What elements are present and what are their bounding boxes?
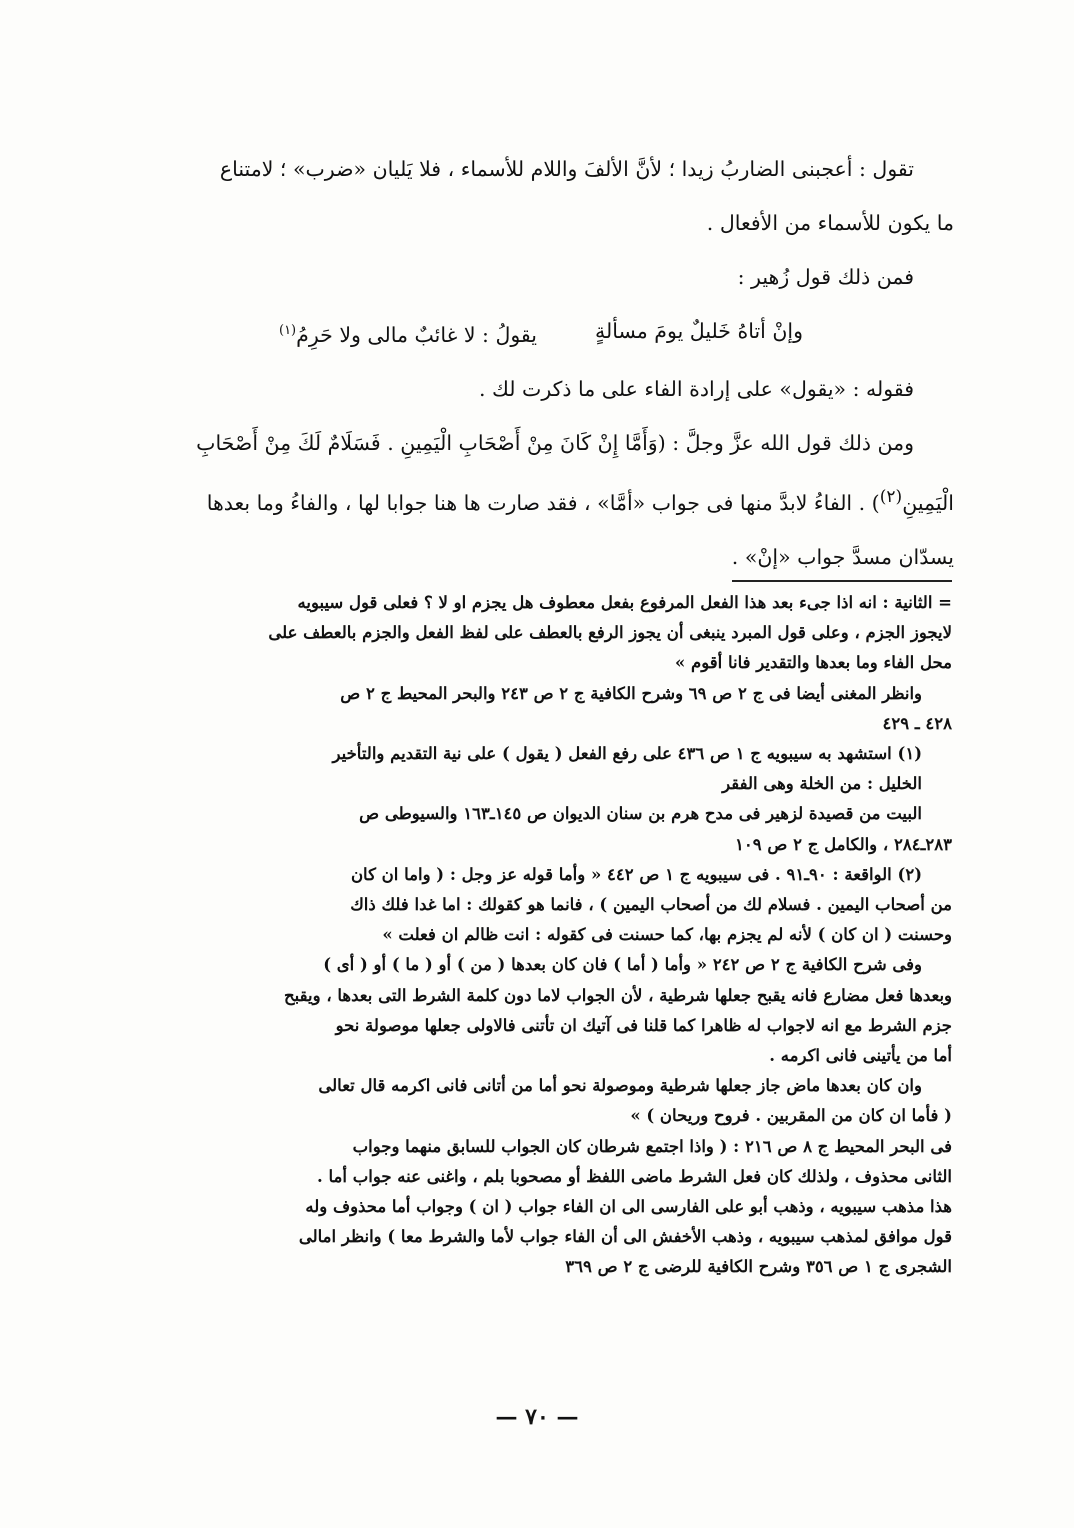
footnote-line: ( فأما ان كان من المقربين . فروح وريحان ) »	[630, 1106, 952, 1126]
paragraph-4-line-1: ومن ذلك قول الله عزَّ وجلَّ : (وَأَمَّا إِنْ كَانَ مِنْ أَصْحَابِ الْيَمِينِ . فَسَلَامٌ لَكَ مِنْ أَصْحَابِ	[196, 430, 914, 455]
footnotes	[90, 588, 952, 1283]
paragraph-4-line-2-rest: ) . الفاءُ لابدَّ منها فى جواب «أمَّا» ، فقد صارت ها هنا جوابا لها ، والفاءُ وما بعدها	[206, 490, 880, 515]
footnote-separator	[732, 580, 952, 582]
footnote-line: لايجوز الجزم ، وعلى قول المبرد ينبغى أن يجوز الرفع بالعطف على لفظ الفعل والجزم بالعطف على	[268, 623, 952, 643]
footnote-line: وفى شرح الكافية ج ٢ ص ٢٤٢ « وأما ( أما ) فان كان بعدها ( من ) أو ( ما ) أو ( أى )	[323, 955, 922, 975]
footnote-marker-2: (٢)	[879, 486, 903, 507]
paragraph-4-line-2	[92, 470, 954, 530]
paragraph-1-line-1: تقول : أعجبنى الضاربُ زيدا ؛ لأنَّ الألفَ واللام للأسماء ، فلا يَليان «ضرب» ؛ لامتناع	[219, 157, 914, 181]
footnote-line: الثانى محذوف ، ولذلك كان فعل الشرط ماضى اللفظ أو مصحوبا بلم ، واغنى عنه جواب أما .	[317, 1166, 952, 1186]
footnote-line: ٢٨٣ـ٢٨٤ ، والكامل ج ٢ ص ١٠٩	[735, 834, 952, 854]
page-number: — ٧٠ —	[495, 1404, 579, 1430]
footnote-line: الخليل : من الخلة وهى الفقر	[722, 774, 922, 794]
verse-second-hemistich: يقولُ : لا غائبٌ مالى ولا حَرِمُ	[296, 322, 538, 347]
paragraph-4-line-3: يسدّان مسدَّ جواب «إنْ» .	[731, 544, 954, 569]
footnote-line: = الثانية : انه اذا جىء بعد هذا الفعل المرفوع بفعل معطوف هل يجزم او لا ؟ فعلى قول سيبويه	[297, 593, 952, 612]
quran-word-yamin: الْيَمِينِ	[902, 490, 954, 515]
main-text	[92, 142, 954, 584]
paragraph-3: فقوله : «يقول» على إرادة الفاء على ما ذكرت لك .	[478, 376, 914, 401]
footnote-line: وحسنت ( ان كان ) لأنه لم يجزم بها، كما حسنت فى كقوله : انت ظالم ان فعلت »	[382, 925, 952, 945]
footnote-1: (١) استشهد به سيبويه ج ١ ص ٤٣٦ على رفع الفعل ( يقول ) على نية التقديم والتأخير	[332, 744, 922, 764]
paragraph-2: فمن ذلك قول زُهير :	[737, 265, 914, 289]
paragraph-1-line-2: ما يكون للأسماء من الأفعال .	[706, 211, 954, 235]
verse-second-hemistich-wrapper	[279, 304, 537, 362]
footnote-line: جزم الشرط مع انه لاجواب له ظاهرا كما قلنا فى آتيك ان تأتنى فالاولى جعلها موصولة نحو	[335, 1015, 952, 1035]
footnote-line: وانظر المغنى أيضا فى ج ٢ ص ٦٩ وشرح الكافية ج ٢ ص ٢٤٣ والبحر المحيط ج ٢ ص	[340, 683, 922, 703]
footnote-line: فى البحر المحيط ج ٨ ص ٢١٦ : ( واذا اجتمع شرطان كان الجواب للسابق منهما وجواب	[352, 1136, 952, 1156]
footnote-line: الشجرى ج ١ ص ٣٥٦ وشرح الكافية للرضى ج ٢ ص ٣٦٩	[565, 1257, 952, 1277]
footnote-marker-1: (١)	[278, 323, 297, 338]
footnote-2: (٢) الواقعة : ٩٠ـ٩١ . فى سيبويه ج ١ ص ٤٤٢ « وأما قوله عز وجل : ( واما ان كان	[350, 864, 922, 884]
poem-verse	[92, 304, 954, 362]
footnote-line: البيت من قصيدة لزهير فى مدح هرم بن سنان الديوان ص ١٤٥ـ١٦٣ والسيوطى ص	[359, 804, 922, 824]
footnote-line: أما من يأتينى فانى اكرمه .	[769, 1046, 952, 1066]
footnote-line: قول موافق لمذهب سيبويه ، وذهب الأخفش الى أن الفاء جواب لأما والشرط معا ) وانظر امالى	[298, 1227, 952, 1247]
footnote-line: وبعدها فعل مضارع فانه يقبح جعلها شرطية ، لأن الجواب لاما دون كلمة الشرط التى بعدها ، ويقبح	[284, 985, 952, 1005]
footnote-line: محل الفاء وما بعدها والتقدير فانا أقوم »	[674, 653, 952, 673]
footnote-line: هذا مذهب سيبويه ، وذهب أبو على الفارسى الى ان الفاء جواب ( ان ) وجواب أما محذوف وله	[305, 1197, 952, 1217]
footnote-line: من أصحاب اليمين . فسلام لك من أصحاب اليمين ) ، فانما هو كقولك : اما غدا فلك ذاك	[350, 895, 952, 915]
footnote-line: ٤٢٨ ـ ٤٢٩	[882, 713, 952, 733]
verse-first-hemistich: وإنْ أتاهُ خَليلٌ يومَ مسألةٍ	[595, 319, 804, 343]
footnote-line: وان كان بعدها ماض جاز جعلها شرطية وموصولة نحو أما من أتانى فانى اكرمه قال تعالى	[318, 1076, 922, 1096]
